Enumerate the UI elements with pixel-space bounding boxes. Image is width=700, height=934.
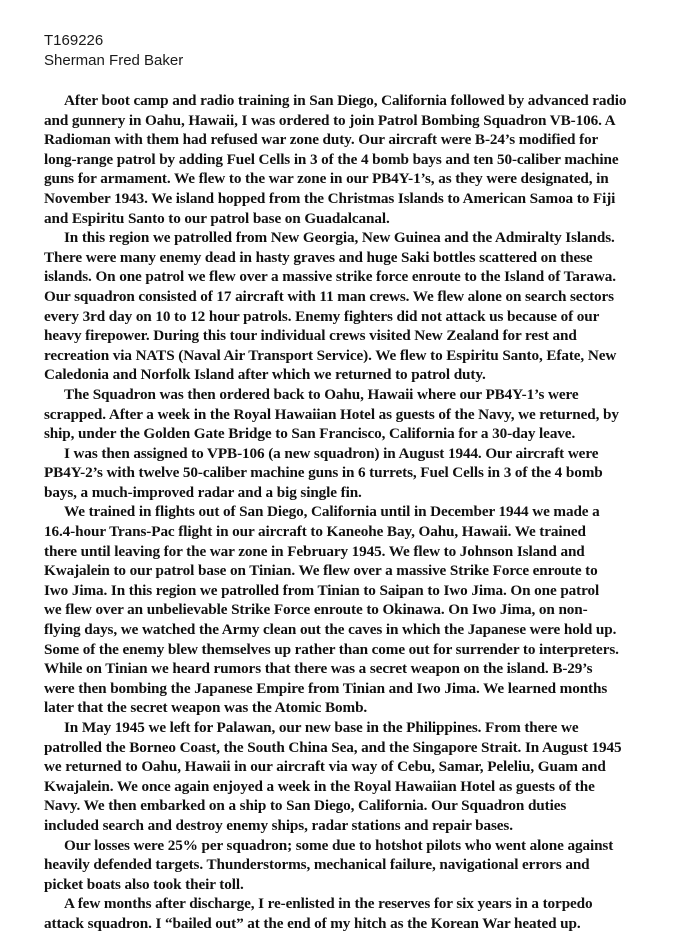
text-line: 16.4-hour Trans-Pac flight in our aircraft to Kaneohe Bay, Oahu, Hawaii. We trained xyxy=(44,523,586,541)
text-line: scrapped. After a week in the Royal Hawaiian Hotel as guests of the Navy, we returned, by xyxy=(44,405,619,423)
paragraph-first-line: I was then assigned to VPB-106 (a new squadron) in August 1944. Our aircraft were xyxy=(64,444,599,462)
text-line: Kwajalein to our patrol base on Tinian. We flew over a massive Strike Force enroute to xyxy=(44,562,598,580)
text-line: Iwo Jima. In this region we patrolled from Tinian to Saipan to Iwo Jima. On one patrol xyxy=(44,581,600,599)
text-line: there until leaving for the war zone in February 1945. We flew to Johnson Island and xyxy=(44,542,585,560)
text-line: long-range patrol by adding Fuel Cells in 3 of the 4 bomb bays and ten 50-caliber machine xyxy=(44,150,619,168)
text-line: we flew over an unbelievable Strike Force enroute to Okinawa. On Iwo Jima, on non- xyxy=(44,601,588,619)
text-line: every 3rd day on 10 to 12 hour patrols. Enemy fighters did not attack us because of our xyxy=(44,307,600,325)
text-line: were then bombing the Japanese Empire from Tinian and Iwo Jima. We learned months xyxy=(44,679,608,697)
paragraph-first-line: In this region we patrolled from New Georgia, New Guinea and the Admiralty Islands. xyxy=(64,229,615,247)
document-header xyxy=(44,31,183,71)
text-line: included search and destroy enemy ships, radar stations and repair bases. xyxy=(44,816,513,834)
text-line: PB4Y-2’s with twelve 50-caliber machine guns in 6 turrets, Fuel Cells in 3 of the 4 bomb xyxy=(44,464,603,482)
paragraph-first-line: A few months after discharge, I re-enlisted in the reserves for six years in a torpedo xyxy=(64,895,593,913)
record-id: T169226 xyxy=(44,32,104,49)
text-line: While on Tinian we heard rumors that there was a secret weapon on the island. B-29’s xyxy=(44,660,593,678)
paragraph-first-line: In May 1945 we left for Palawan, our new base in the Philippines. From there we xyxy=(64,719,579,736)
text-line: ship, under the Golden Gate Bridge to San Francisco, California for a 30-day leave. xyxy=(44,425,576,443)
text-line: guns for armament. We flew to the war zone in our PB4Y-1’s, as they were designated, in xyxy=(44,170,609,188)
text-line: patrolled the Borneo Coast, the South China Sea, and the Singapore Strait. In August 1945 xyxy=(44,738,622,756)
text-line: recreation via NATS (Naval Air Transport Service). We flew to Espiritu Santo, Efate, New xyxy=(44,346,617,364)
text-line: Caledonia and Norfolk Island after which we returned to patrol duty. xyxy=(44,366,486,384)
text-line: There were many enemy dead in hasty graves and huge Saki bottles scattered on these xyxy=(44,248,593,266)
text-line: Our squadron consisted of 17 aircraft with 11 man crews. We flew alone on search sectors xyxy=(44,287,614,305)
text-line: we returned to Oahu, Hawaii in our aircraft via way of Cebu, Samar, Peleliu, Guam and xyxy=(44,758,606,776)
text-line: islands. On one patrol we flew over a massive strike force enroute to the Island of Tarawa. xyxy=(44,268,616,286)
text-line: Kwajalein. We once again enjoyed a week in the Royal Hawaiian Hotel as guests of the xyxy=(44,777,595,795)
text-line: heavily defended targets. Thunderstorms, mechanical failure, navigational errors and xyxy=(44,856,590,874)
paragraph-first-line: Our losses were 25% per squadron; some due to hotshot pilots who went alone against xyxy=(64,836,614,854)
text-line: Some of the enemy blew themselves up rather than come out for surrender to interpreters. xyxy=(44,640,619,658)
paragraph-first-line: After boot camp and radio training in San Diego, California followed by advanced radio xyxy=(64,92,627,109)
paragraph-first-line: The Squadron was then ordered back to Oahu, Hawaii where our PB4Y-1’s were xyxy=(64,385,579,403)
text-line: and gunnery in Oahu, Hawaii, I was ordered to join Patrol Bombing Squadron VB-106. A xyxy=(44,111,616,129)
text-line: later that the secret weapon was the Atomic Bomb. xyxy=(44,699,368,717)
text-line: Radioman with them had refused war zone duty. Our aircraft were B-24’s modified for xyxy=(44,131,599,149)
text-line: attack squadron. I “bailed out” at the end of my hitch as the Korean War heated up. xyxy=(44,914,581,932)
text-line: Navy. We then embarked on a ship to San Diego, California. Our Squadron duties xyxy=(44,797,567,815)
text-line: bays, a much-improved radar and a big single fin. xyxy=(44,483,362,501)
text-line: flying days, we watched the Army clean out the caves in which the Japanese were hold up. xyxy=(44,621,617,639)
text-line: picket boats also took their toll. xyxy=(44,875,244,893)
text-line: and Espiritu Santo to our patrol base on Guadalcanal. xyxy=(44,209,390,227)
text-line: November 1943. We island hopped from the Christmas Islands to American Samoa to Fiji xyxy=(44,189,616,207)
paragraph-first-line: We trained in flights out of San Diego, California until in December 1944 we made a xyxy=(64,503,600,521)
author-name: Sherman Fred Baker xyxy=(44,52,184,69)
memoir-body xyxy=(44,91,676,934)
text-line: heavy firepower. During this tour individual crews visited New Zealand for rest and xyxy=(44,327,577,345)
